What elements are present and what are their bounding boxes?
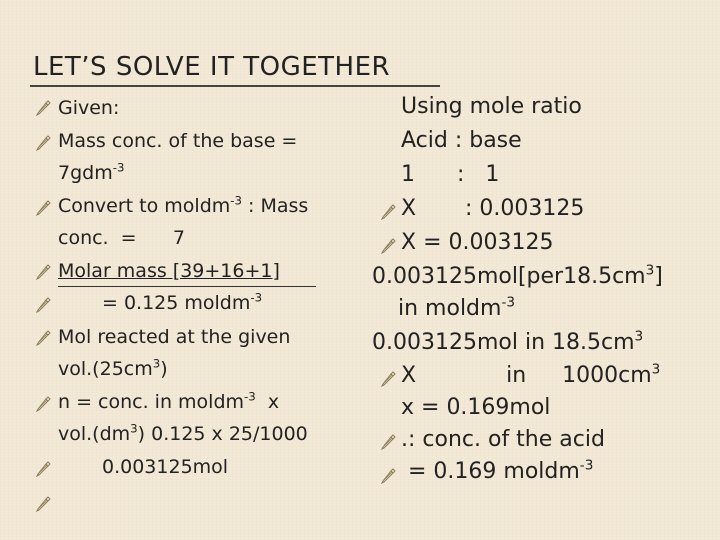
convert-line: Convert to moldm$^{-3}$ : Mass: [58, 193, 309, 217]
molar-mass-line: Molar mass [39+16+1]: [58, 260, 280, 282]
pencil-bullet-icon: [35, 297, 51, 313]
pencil-bullet-icon: [35, 396, 51, 412]
pencil-bullet-icon: [380, 468, 396, 484]
n-equation: n = conc. in moldm$^{-3}$ x: [58, 389, 280, 413]
given-label: Given:: [58, 97, 120, 119]
mass-conc-value: 7gdm$^{-3}$: [58, 160, 125, 184]
final-answer: = 0.169 moldm$^{-3}$: [401, 457, 594, 484]
pencil-bullet-icon: [380, 238, 396, 254]
x-result: x = 0.169mol: [401, 395, 551, 420]
ratio-line: 1 : 1: [401, 162, 500, 187]
pencil-bullet-icon: [35, 200, 51, 216]
title-underline: [30, 85, 440, 87]
volume-line: $vol.(25cm^3)$: [58, 356, 168, 380]
conc-equation: conc. = 7: [58, 227, 185, 249]
pencil-bullet-icon: [380, 204, 396, 220]
x-proportion-line: X : 0.003125: [401, 196, 585, 221]
in-moldm-line: in moldm$^{-3}$: [398, 294, 516, 321]
therefore-line: .: conc. of the acid: [401, 427, 605, 452]
using-mole-ratio: Using mole ratio: [401, 94, 582, 119]
pencil-bullet-icon: [35, 461, 51, 477]
fraction-bar: [58, 286, 316, 287]
pencil-bullet-icon: [35, 100, 51, 116]
per-volume-line: $0.003125mol[per18.5cm^3]$: [372, 262, 663, 289]
pencil-bullet-icon: [35, 330, 51, 346]
pencil-bullet-icon: [35, 264, 51, 280]
molarity-result: = 0.125 moldm$^{-3}$: [102, 290, 263, 314]
slide-title: LET’S SOLVE IT TOGETHER: [33, 52, 391, 82]
mass-conc-label: Mass conc. of the base =: [58, 130, 298, 152]
pencil-bullet-icon: [380, 434, 396, 450]
volume-calc-line: $vol.(dm^3)$ 0.125 x 25/1000: [58, 421, 308, 445]
moles-result: 0.003125mol: [102, 456, 229, 478]
pencil-bullet-icon: [35, 496, 51, 512]
moles-in-volume-line: 0.003125mol in $18.5cm^3$: [372, 328, 644, 355]
x-in-1000-line: X in $1000cm^3$: [401, 361, 661, 388]
pencil-bullet-icon: [380, 371, 396, 387]
x-equation: X = 0.003125: [401, 230, 554, 255]
acid-base-label: Acid : base: [401, 128, 522, 153]
pencil-bullet-icon: [35, 135, 51, 151]
mol-reacted-line: Mol reacted at the given: [58, 326, 291, 348]
